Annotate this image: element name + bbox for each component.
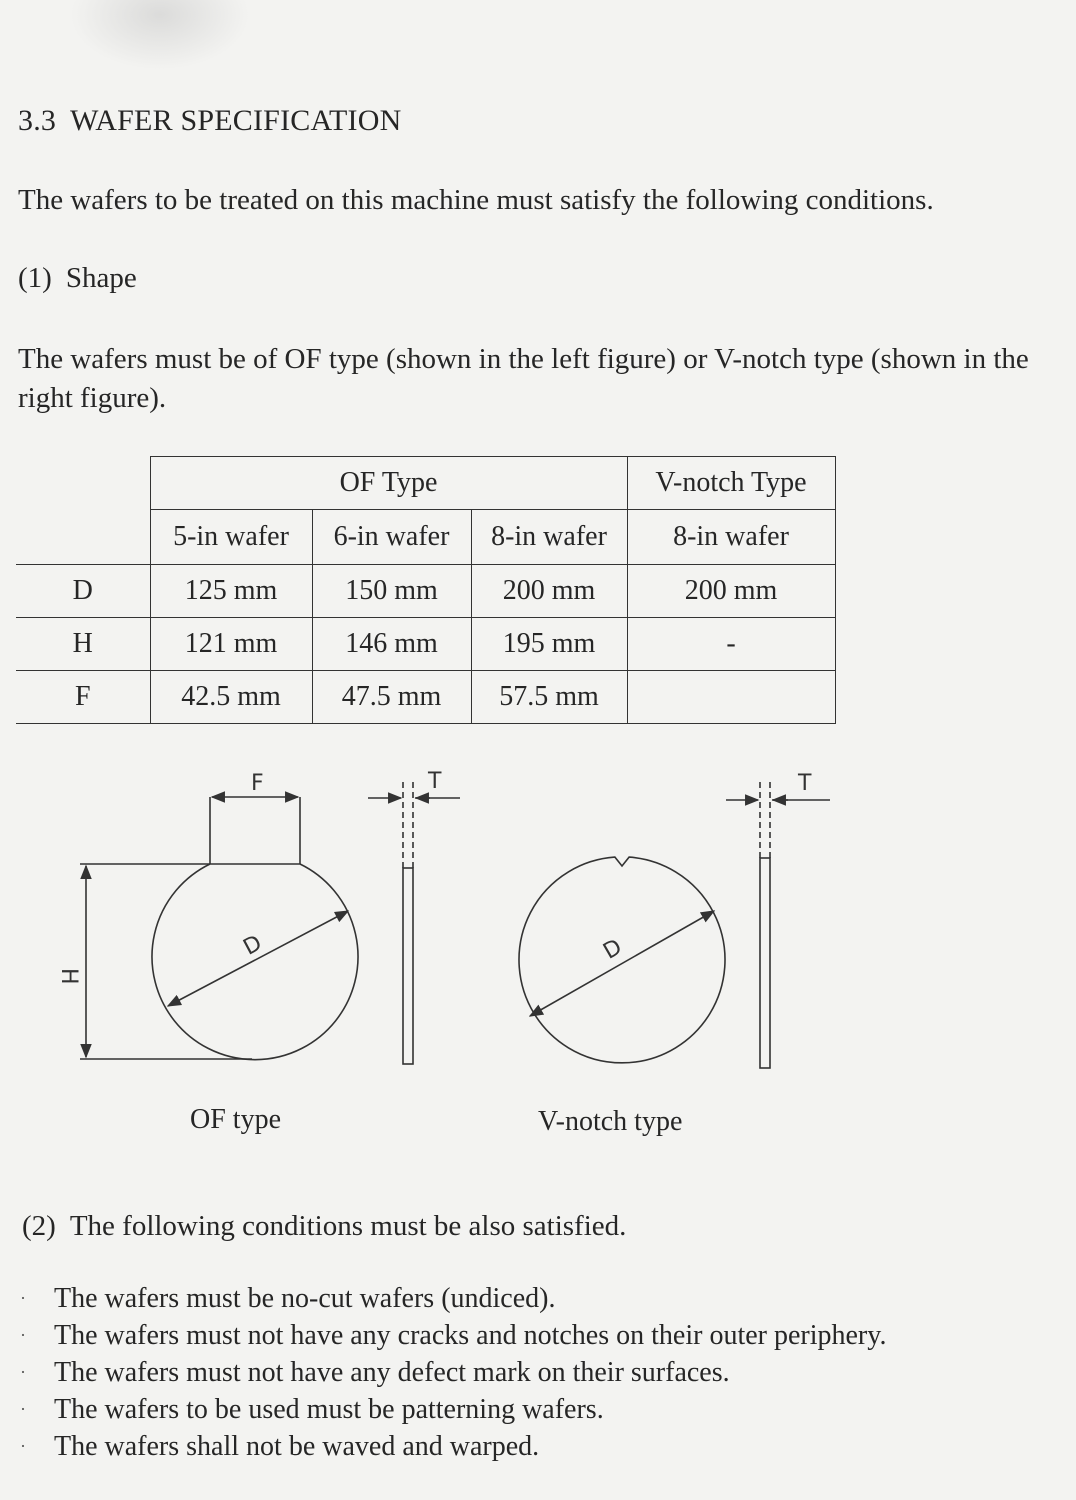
- table-cell: 200 mm: [627, 565, 835, 618]
- bullet-dot: ·: [20, 1362, 26, 1382]
- of-side-wafer: [403, 868, 413, 1064]
- list-item: [20, 1428, 886, 1465]
- row-label: F: [16, 671, 150, 724]
- vnotch-wafer-outline: [519, 857, 725, 1063]
- size-header: 8-in wafer: [627, 510, 835, 565]
- list-item: [20, 1391, 886, 1428]
- of-h-label: H: [56, 968, 81, 985]
- condition-text: The wafers must be no-cut wafers (undiced).: [54, 1283, 556, 1314]
- table-cell: 195 mm: [471, 618, 627, 671]
- bullet-dot: ·: [20, 1436, 26, 1456]
- of-wafer-outline: [152, 864, 358, 1060]
- row-label: H: [16, 618, 150, 671]
- bullet-dot: ·: [20, 1399, 26, 1419]
- table-corner-cell: [16, 457, 150, 565]
- condition-text: The wafers to be used must be patterning wafers.: [54, 1394, 604, 1425]
- conditions-heading: [22, 1210, 626, 1243]
- table-cell: -: [627, 618, 835, 671]
- of-d-label: D: [239, 930, 267, 961]
- vnotch-d-dimension: [530, 911, 714, 1016]
- of-type-caption: OF type: [190, 1104, 281, 1135]
- condition-text: The wafers must not have any defect mark on their surfaces.: [54, 1357, 730, 1388]
- vnotch-type-caption: V-notch type: [538, 1106, 683, 1137]
- wafer-diagrams: [0, 760, 1076, 1100]
- of-wafer-figure: [80, 797, 358, 1060]
- size-header: 8-in wafer: [471, 510, 627, 565]
- table-row: [16, 618, 835, 671]
- table-cell: 57.5 mm: [471, 671, 627, 724]
- vnotch-wafer-figure: [519, 857, 725, 1063]
- of-t-label: T: [428, 769, 442, 794]
- table-cell: [627, 671, 835, 724]
- conditions-heading-text: The following conditions must be also satisfied.: [69, 1210, 627, 1242]
- bullet-dot: ·: [20, 1325, 26, 1345]
- of-side-view: [368, 778, 460, 1064]
- list-item: [20, 1354, 886, 1391]
- of-f-label: F: [251, 771, 264, 796]
- list-item: [20, 1317, 886, 1354]
- bullet-dot: ·: [20, 1288, 26, 1308]
- vnotch-side-wafer: [760, 858, 770, 1068]
- list-item: [20, 1280, 886, 1317]
- of-type-header: OF Type: [150, 457, 627, 510]
- table-cell: 42.5 mm: [150, 671, 312, 724]
- table-cell: 146 mm: [312, 618, 471, 671]
- vnotch-side-view: [726, 780, 830, 1068]
- vnotch-type-header: V-notch Type: [627, 457, 835, 510]
- section-title-text: WAFER SPECIFICATION: [70, 104, 402, 137]
- page-smudge: [70, 0, 250, 70]
- size-header: 6-in wafer: [312, 510, 471, 565]
- table-cell: 47.5 mm: [312, 671, 471, 724]
- table-cell: 150 mm: [312, 565, 471, 618]
- conditions-list: [20, 1280, 886, 1465]
- table-row: [16, 671, 835, 724]
- intro-text: The wafers to be treated on this machine must satisfy the following conditions.: [18, 184, 934, 216]
- condition-text: The wafers must not have any cracks and notches on their outer periphery.: [54, 1320, 887, 1351]
- table-cell: 121 mm: [150, 618, 312, 671]
- table-cell: 125 mm: [150, 565, 312, 618]
- conditions-number: (2): [22, 1210, 56, 1242]
- table-row: [16, 565, 835, 618]
- shape-paragraph: The wafers must be of OF type (shown in the left figure) or V-notch type (shown in the right figure).: [18, 343, 1029, 414]
- shape-number: (1): [18, 262, 52, 294]
- size-header: 5-in wafer: [150, 510, 312, 565]
- shape-heading: [18, 262, 137, 295]
- table-cell: 200 mm: [471, 565, 627, 618]
- section-number: 3.3: [18, 104, 57, 137]
- section-title: [18, 104, 401, 138]
- vnotch-t-label: T: [798, 771, 812, 796]
- wafer-spec-table: [16, 456, 836, 724]
- vnotch-d-label: D: [599, 934, 627, 965]
- of-d-dimension: [168, 911, 348, 1006]
- shape-heading-text: Shape: [65, 262, 137, 294]
- condition-text: The wafers shall not be waved and warped.: [54, 1431, 540, 1462]
- row-label: D: [16, 565, 150, 618]
